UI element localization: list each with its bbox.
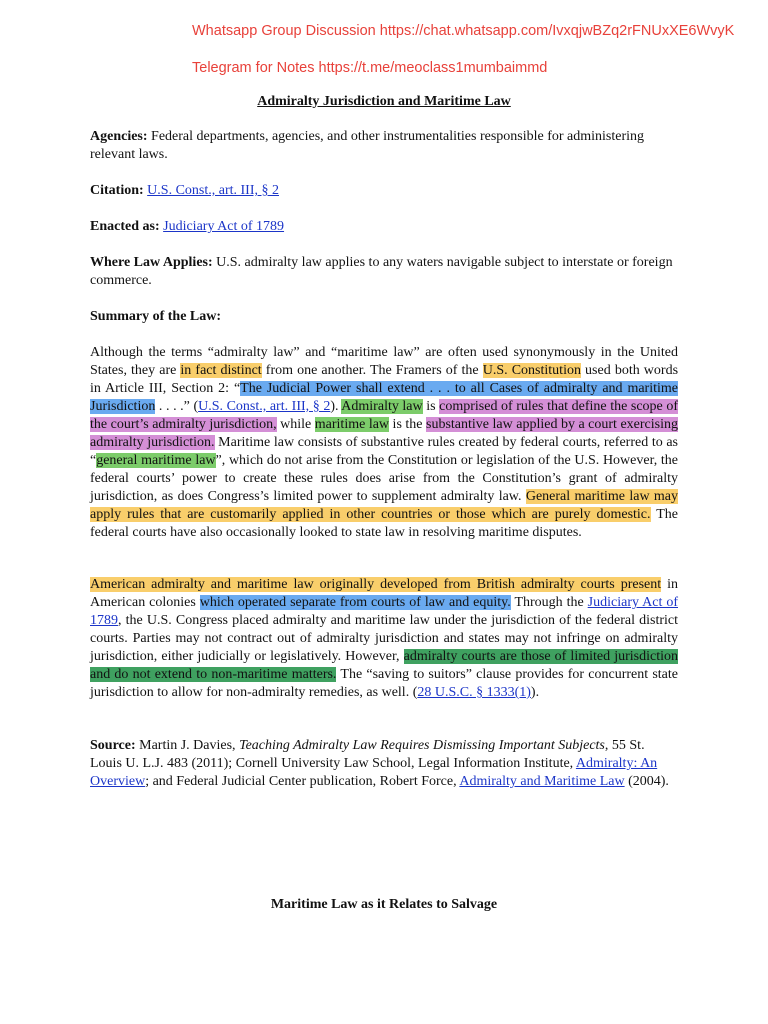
highlight-purple: substantive law applied by a court exercising admiralty jurisdiction. (90, 417, 678, 450)
text-span: ). (530, 685, 540, 700)
where-text: U.S. admiralty law applies to any waters navigable subject to interstate or foreign commerce. (90, 255, 673, 288)
highlight-green: general maritime law (96, 453, 216, 468)
enacted-section (90, 218, 678, 236)
source-section (90, 737, 678, 791)
highlight-dark-green: admiralty courts are those of limited jurisdiction and do not extend to non-maritime matters. (90, 649, 678, 682)
text-span: ”, which do not arise from the Constitution or legislation of the U.S. However, the federal courts’ power to create these rules does arise from the Constitution’s grant of admiralty jurisdiction, as does Congress’s limited power to supplement admiralty law. (90, 453, 678, 504)
text-span: is the (389, 417, 427, 432)
text-span: , the U.S. Congress placed admiralty and maritime law under the jurisdiction of the federal district courts. Parties may not contract out of admiralty jurisdiction and states may not infringe on admiralty jurisdiction, either judicially or legislatively. However, (90, 613, 678, 664)
summary-paragraph (90, 344, 678, 542)
agencies-section (90, 128, 678, 164)
highlight-yellow: General maritime law may apply rules that are customarily applied in other countries or those which are purely domestic. (90, 489, 678, 522)
text-span: in American colonies (90, 577, 678, 610)
summary-label: Summary of the Law: (90, 309, 222, 324)
highlight-green: maritime law (314, 417, 390, 432)
summary-heading (90, 308, 678, 326)
text-span: The federal courts have also occasionally looked to state law in resolving maritime disputes. (90, 507, 678, 540)
text-span: Martin J. Davies, (135, 738, 240, 753)
text-span: while (276, 417, 315, 432)
highlight-blue: The Judicial Power shall extend . . . to all Cases of admiralty and maritime Jurisdiction (90, 381, 678, 414)
text-span: ). (330, 399, 342, 414)
text-span: Although the terms “admiralty law” and “maritime law” are often used synonymously in the United States, they are (90, 345, 678, 378)
whatsapp-banner[interactable]: Whatsapp Group Discussion https://chat.whatsapp.com/IvxqjwBZq2rFNUxXE6WvyK (192, 23, 735, 39)
constitution-link[interactable]: U.S. Const., art. III, § 2 (198, 399, 331, 414)
text-span: The “saving to suitors” clause provides for concurrent state jurisdiction to allow for non-admiralty remedies, as well. ( (90, 667, 679, 700)
usc-link[interactable]: 28 U.S.C. § 1333(1) (417, 685, 531, 700)
citation-section (90, 182, 678, 200)
agencies-text: Federal departments, agencies, and other instrumentalities responsible for administering relevant laws. (90, 129, 645, 162)
text-span: Maritime law consists of substantive rules created by federal courts, referred to as “ (90, 435, 678, 468)
telegram-banner[interactable]: Telegram for Notes https://t.me/meoclass1mumbaimmd (192, 60, 548, 76)
highlight-yellow: in fact distinct (180, 363, 262, 378)
admiralty-maritime-law-link[interactable]: Admiralty and Maritime Law (459, 774, 625, 789)
citation-link[interactable]: U.S. Const., art. III, § 2 (147, 183, 279, 198)
highlight-yellow: American admiralty and maritime law originally developed from British admiralty courts present (90, 577, 662, 592)
judiciary-act-link[interactable]: Judiciary Act of 1789 (90, 595, 678, 628)
text-span: Through the (510, 595, 588, 610)
where-label: Where Law Applies: (90, 255, 213, 270)
page-title: Admiralty Jurisdiction and Maritime Law (257, 94, 511, 109)
where-section (90, 254, 678, 290)
source-label: Source: (90, 738, 136, 753)
citation-label: Citation: (90, 183, 144, 198)
text-span: , 55 St. Louis U. L.J. 483 (2011); Cornell University Law School, Legal Information Institute, (90, 738, 645, 771)
text-span: ; and Federal Judicial Center publication, Robert Force, (145, 774, 460, 789)
highlight-blue: which operated separate from courts of law and equity. (199, 595, 511, 610)
text-span: used both words in Article III, Section 2: “ (90, 363, 679, 396)
highlight-purple: comprised of rules that define the scope of the court’s admiralty jurisdiction, (90, 399, 678, 432)
text-span: . . . .” ( (155, 399, 199, 414)
highlight-yellow: U.S. Constitution (482, 363, 581, 378)
source-article-title: Teaching Admiralty Law Requires Dismissing Important Subjects (239, 738, 605, 753)
agencies-label: Agencies: (90, 129, 148, 144)
text-span: from one another. The Framers of the (261, 363, 483, 378)
next-section-title: Maritime Law as it Relates to Salvage (270, 897, 498, 912)
history-paragraph (90, 576, 678, 702)
enacted-label: Enacted as: (90, 219, 160, 234)
enacted-link[interactable]: Judiciary Act of 1789 (163, 219, 285, 234)
text-span: (2004). (624, 774, 669, 789)
highlight-green: Admiralty law (341, 399, 423, 414)
text-span: is (422, 399, 440, 414)
admiralty-overview-link[interactable]: Admiralty: An Overview (90, 756, 658, 789)
